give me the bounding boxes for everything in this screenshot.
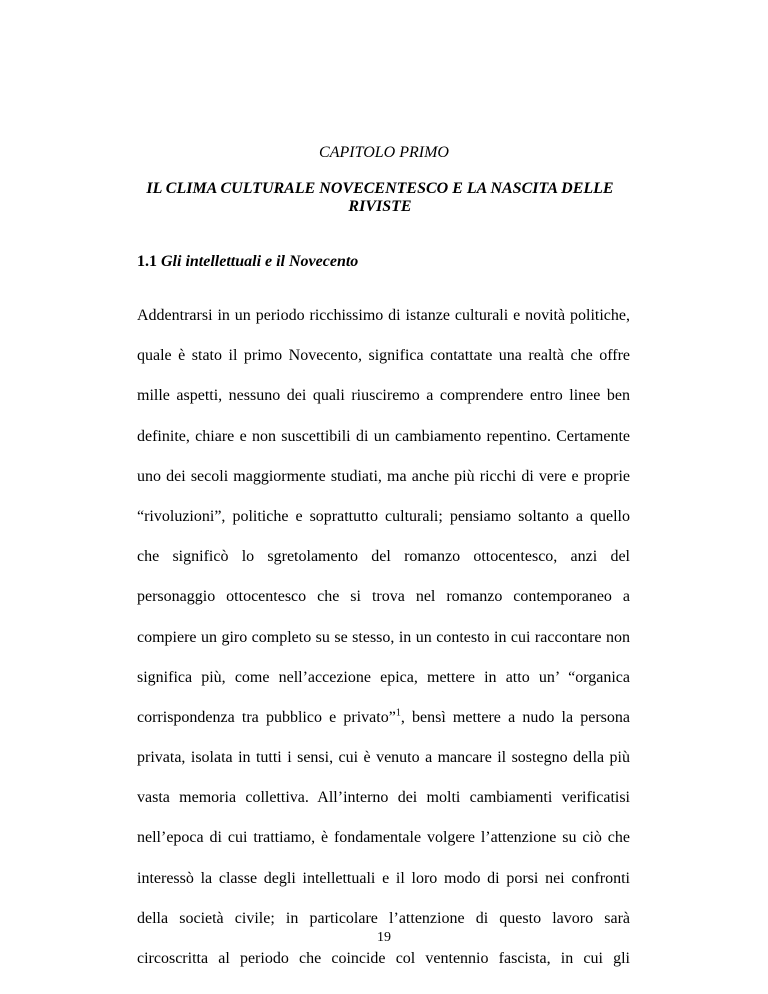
body-line-head: corrispondenza tra pubblico e privato”	[137, 708, 396, 726]
body-line: personaggio ottocentesco che si trova nel romanzo contemporaneo a	[137, 588, 630, 606]
body-line: Addentrarsi in un periodo ricchissimo di istanze culturali e novità politiche,	[137, 307, 630, 324]
chapter-label: CAPITOLO PRIMO	[319, 144, 449, 161]
section-title: Gli intellettuali e il Novecento	[161, 253, 359, 270]
body-line: vasta memoria collettiva. All’interno dei molti cambiamenti verificatisi	[137, 789, 630, 807]
body-line: mille aspetti, nessuno dei quali riusciremo a comprendere entro linee ben	[137, 387, 630, 405]
section-heading	[137, 252, 358, 272]
body-line-tail: , bensì mettere a nudo la persona	[400, 708, 630, 726]
body-line: “rivoluzioni”, politiche e soprattutto culturali; pensiamo soltanto a quello	[137, 507, 630, 525]
body-line: definite, chiare e non suscettibili di un cambiamento repentino. Certamente	[137, 427, 630, 445]
body-line: che significò lo sgretolamento del romanzo ottocentesco, anzi del	[137, 548, 630, 566]
chapter-title: IL CLIMA CULTURALE NOVECENTESCO E LA NASCITA DELLE RIVISTE	[146, 180, 614, 215]
body-line: della società civile; in particolare l’attenzione di questo lavoro sarà	[137, 909, 630, 927]
page-number: 19	[377, 930, 391, 945]
section-number: 1.1	[137, 253, 157, 270]
body-line: circoscritta al periodo che coincide col ventennio fascista, in cui gli	[137, 950, 630, 967]
body-line: privata, isolata in tutti i sensi, cui è venuto a mancare il sostegno della più	[137, 749, 630, 767]
body-line: uno dei secoli maggiormente studiati, ma anche più ricchi di vere e proprie	[137, 467, 630, 485]
body-line-with-footnote	[137, 698, 630, 738]
body-line: nell’epoca di cui trattiamo, è fondamentale volgere l’attenzione su ciò che	[137, 829, 630, 847]
body-line: significa più, come nell’accezione epica, mettere in atto un’ “organica	[137, 668, 630, 686]
body-line: compiere un giro completo su se stesso, in un contesto in cui raccontare non	[137, 628, 630, 646]
footnote-reference[interactable]: 1	[395, 707, 401, 719]
body-line: quale è stato il primo Novecento, significa contattate una realtà che offre	[137, 347, 630, 365]
body-paragraph	[137, 296, 630, 979]
body-line: interessò la classe degli intellettuali e il loro modo di porsi nei confronti	[137, 869, 630, 887]
